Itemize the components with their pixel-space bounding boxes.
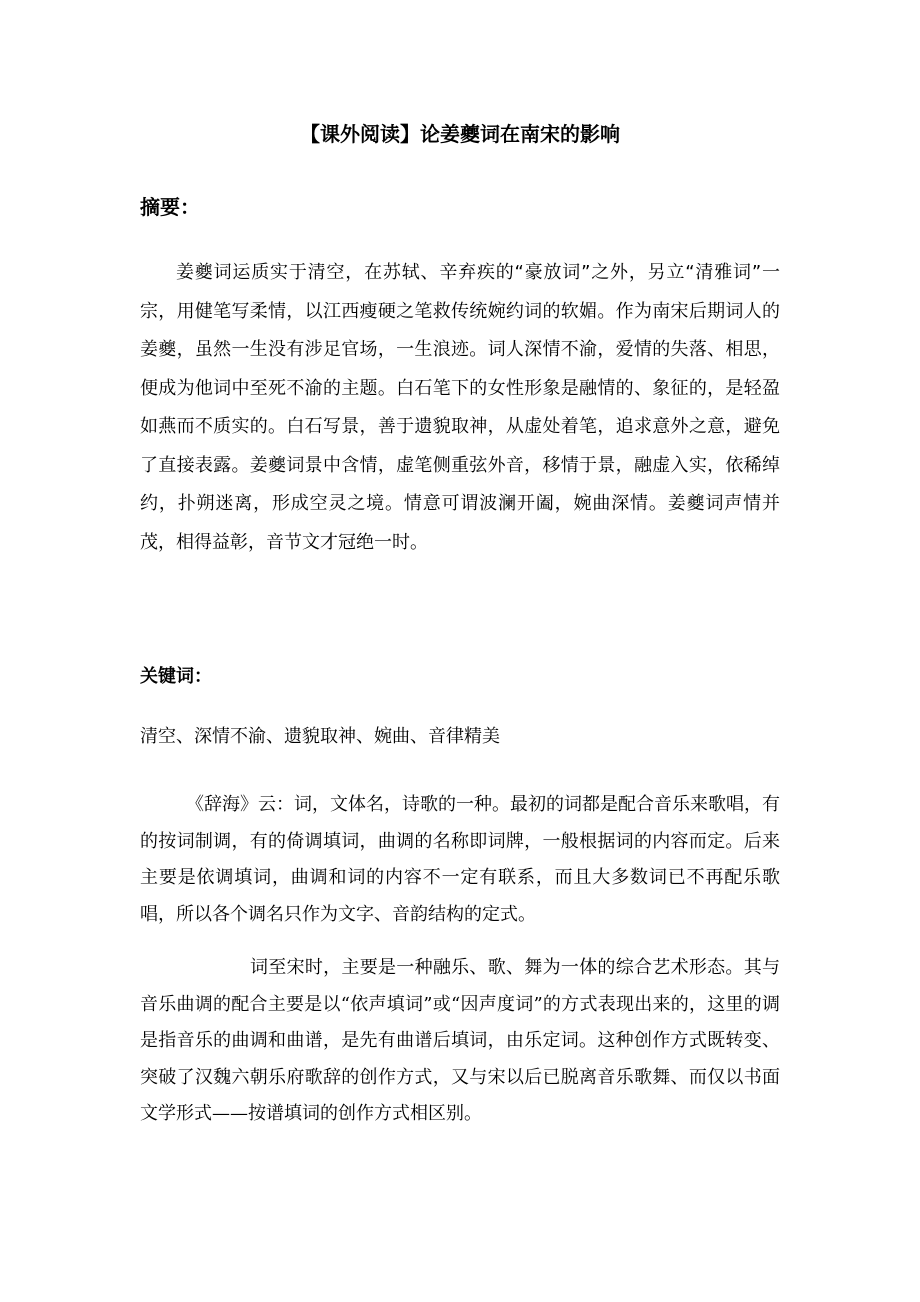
document-title: 【课外阅读】论姜夔词在南宋的影响 xyxy=(300,122,620,146)
abstract-paragraph: 姜夔词运质实于清空，在苏轼、辛弃疾的“豪放词”之外，另立“清雅词”一宗，用健笔写柔情，以江西瘦硬之笔救传统婉约词的软媚。作为南宋后期词人的姜夔，虽然一生没有涉足官场，一生浪迹。词人深情不渝，爱情的失落、相思，便成为他词中至死不渝的主题。白石笔下的女性形象是融情的、象征的，是轻盈如燕而不质实的。白石写景，善于遗貌取神，从虚处着笔，追求意外之意，避免了直接表露。姜夔词景中含情，虚笔侧重弦外音，移情于景，融虚入实，依稀绰约，扑朔迷离，形成空灵之境。情意可谓波澜开阖，婉曲深情。姜夔词声情并茂，相得益彰，音节文才冠绝一时。 xyxy=(140,262,780,553)
body-paragraph-2: 词至宋时，主要是一种融乐、歌、舞为一体的综合艺术形态。其与音乐曲调的配合主要是以“依声填词”或“因声度词”的方式表现出来的，这里的调是指音乐的曲调和曲谱，是先有曲谱后填词，由乐定词。这种创作方式既转变、突破了汉魏六朝乐府歌辞的创作方式，又与宋以后已脱离音乐歌舞、而仅以书面文学形式——按谱填词的创作方式相区别。 xyxy=(140,957,780,1124)
body-paragraph-1: 《辞海》云：词，文体名，诗歌的一种。最初的词都是配合音乐来歌唱，有的按词制调，有的倚调填词，曲调的名称即词牌，一般根据词的内容而定。后来主要是依调填词，曲调和词的内容不一定有联系，而且大多数词已不再配乐歌唱，所以各个调名只作为文字、音韵结构的定式。 xyxy=(140,794,780,925)
keywords-list: 清空、深情不渝、遗貌取神、婉曲、音律精美 xyxy=(140,726,500,747)
keywords-heading: 关键词： xyxy=(140,666,212,687)
abstract-heading: 摘要： xyxy=(140,195,200,219)
